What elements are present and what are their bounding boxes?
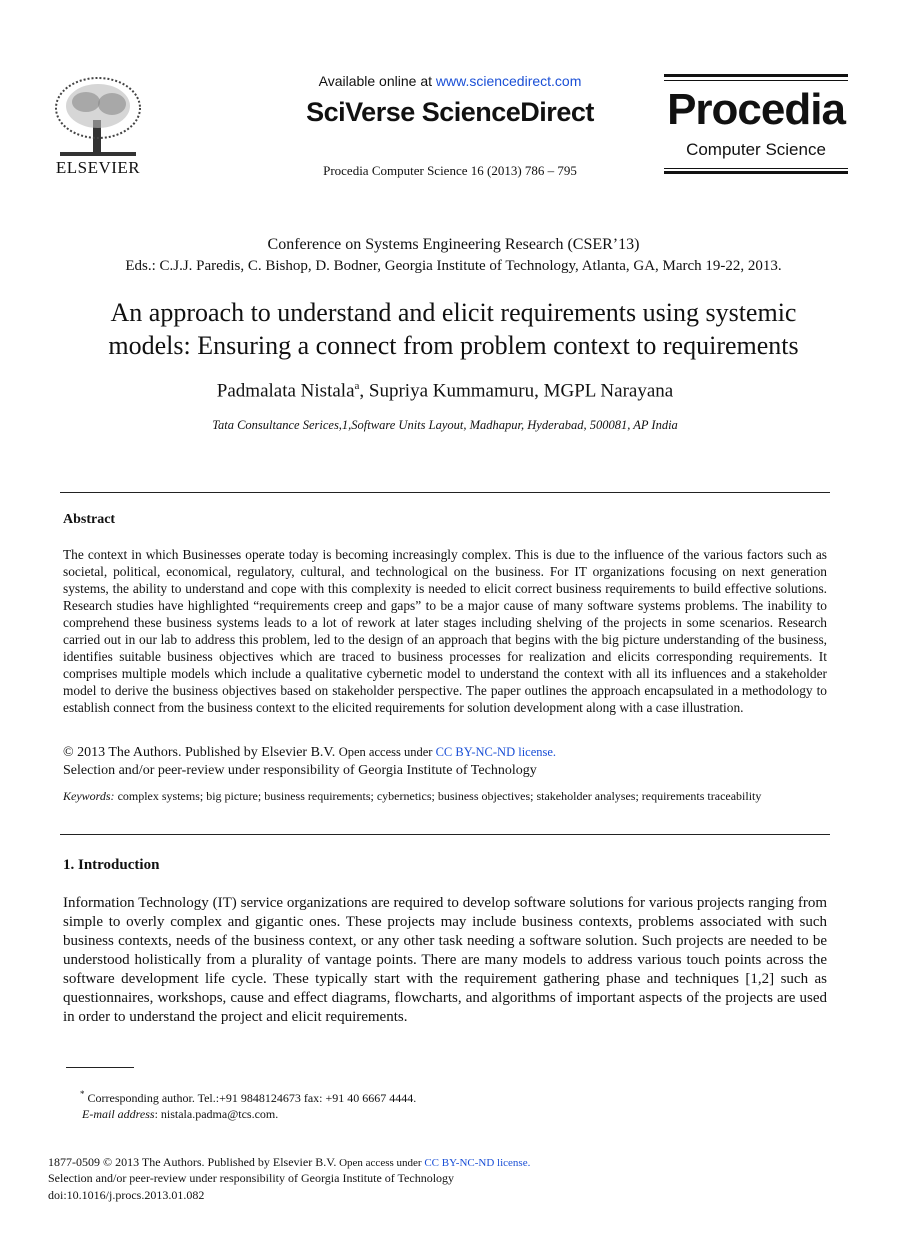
footer-doi: doi:10.1016/j.procs.2013.01.082 bbox=[48, 1188, 205, 1202]
footer-copyright bbox=[48, 1155, 530, 1170]
journal-citation: Procedia Computer Science 16 (2013) 786 – 795 bbox=[323, 163, 577, 178]
keywords-label: Keywords: bbox=[63, 789, 115, 803]
footer-license-link[interactable]: CC BY-NC-ND license. bbox=[424, 1157, 531, 1169]
available-online bbox=[200, 73, 700, 89]
open-access-prefix: Open access under bbox=[338, 745, 436, 759]
platform-name: SciVerse ScienceDirect bbox=[306, 97, 594, 127]
keywords bbox=[63, 788, 773, 804]
license-link[interactable]: CC BY-NC-ND license. bbox=[435, 745, 557, 759]
copyright-text: © 2013 The Authors. Published by Elsevier B.V. bbox=[63, 745, 336, 760]
footnote-rule bbox=[66, 1067, 134, 1068]
footer-open-access: Open access under bbox=[336, 1157, 425, 1169]
footnote-email bbox=[82, 1107, 278, 1122]
affiliation: Tata Consultance Serices,1,Software Units Layout, Madhapur, Hyderabad, 500081, AP India bbox=[212, 418, 678, 432]
available-prefix: Available online at bbox=[318, 73, 436, 89]
title-line-2: models: Ensuring a connect from problem context to requirements bbox=[108, 331, 799, 360]
keywords-list: complex systems; big picture; business requirements; cybernetics; business objectives; stakeholder analyses; requirements traceability bbox=[117, 789, 762, 803]
footer-peer-review: Selection and/or peer-review under responsibility of Georgia Institute of Technology bbox=[48, 1171, 455, 1185]
abstract-body: The context in which Businesses operate today is becoming increasingly complex. This is due to the influence of the various factors such as societal, political, economical, regulatory, cultural, and technological on the business. For IT organizations focusing on next generation systems, the ability to understand and cope with this complexity is needed to elicit correct business requirements to build effective solutions. Research studies have highlighted “requirements creep and gaps” to be a major cause of many software systems problems. The inability to comprehend these business systems leads to a lot of rework at later stages including shelving of the projects in some scenarios. Research carried out in our lab to address this problem, led to the design of an approach that begins with the big picture understanding of the business, identifies suitable business objectives which are traced to business processes for realization and elicits corresponding requirements. It comprises multiple models which include a qualitative cybernetic model to understand the context with all its influences and a stakeholder model to derive the business objectives based on stakeholder perspective. The paper outlines the approach encapsulated in a methodology to establish connect from the business context to the elicited requirements for solution development along with a case illustration. bbox=[63, 547, 827, 715]
intro-body: Information Technology (IT) service organizations are required to develop software solutions for various projects ranging from simple to overly complex and gigantic ones. These projects may include business contexts, problems associated with such business contexts, needs of the business context, or any other task needing a software solution. Such projects are needed to be understood holistically from a plurality of vantage points. There are many models to address various touch points across the software development life cycle. These typically start with the requirement gathering phase and techniques [1,2] such as questionnaires, workshops, cause and effect diagrams, flowcharts, and algorithms of important aspects of the projects are used in order to understand the project and elicit requirements. bbox=[63, 895, 827, 1025]
email-address: : nistala.padma@tcs.com. bbox=[154, 1107, 279, 1121]
intro-heading: 1. Introduction bbox=[63, 857, 160, 873]
footer-issn: 1877-0509 © 2013 The Authors. Published by Elsevier B.V. bbox=[48, 1155, 337, 1169]
title-line-1: An approach to understand and elicit requirements using systemic bbox=[110, 298, 797, 327]
abstract-heading: Abstract bbox=[63, 512, 116, 527]
corresponding-author: Corresponding author. Tel.:+91 9848124673 fax: +91 40 6667 4444. bbox=[87, 1091, 417, 1105]
rule-bottom bbox=[60, 834, 830, 835]
author-1: Padmalata Nistala bbox=[216, 380, 355, 402]
elsevier-tree-icon bbox=[50, 74, 146, 158]
author-1-affil-mark: a bbox=[354, 380, 360, 392]
conference-editors: Eds.: C.J.J. Paredis, C. Bishop, D. Bodner, Georgia Institute of Technology, Atlanta, GA, March 19-22, 2013. bbox=[125, 258, 782, 274]
sciencedirect-link[interactable]: www.sciencedirect.com bbox=[435, 73, 582, 89]
other-authors: , Supriya Kummamuru, MGPL Narayana bbox=[359, 380, 674, 402]
abstract-copyright bbox=[63, 745, 827, 761]
conference-name: Conference on Systems Engineering Research (CSER’13) bbox=[267, 236, 640, 253]
elsevier-logo bbox=[50, 74, 146, 178]
procedia-logo-subtitle: Computer Science bbox=[686, 140, 826, 159]
footnote-marker: * bbox=[80, 1089, 85, 1099]
rule-top bbox=[60, 492, 830, 493]
email-label: E-mail address bbox=[82, 1107, 155, 1121]
procedia-logo bbox=[664, 74, 848, 176]
peer-review-note: Selection and/or peer-review under responsibility of Georgia Institute of Technology bbox=[63, 763, 537, 778]
footnote-corresponding bbox=[80, 1089, 416, 1106]
elsevier-logo-text: ELSEVIER bbox=[55, 158, 141, 177]
article-title bbox=[30, 296, 877, 362]
procedia-logo-title: Procedia bbox=[667, 85, 845, 134]
authors bbox=[0, 380, 890, 402]
